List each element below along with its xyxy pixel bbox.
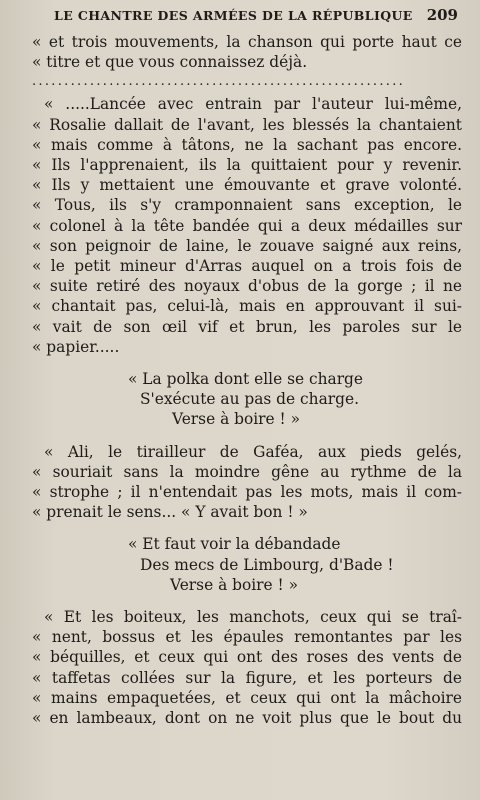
page-number: 209 xyxy=(426,6,458,24)
verse-1 xyxy=(32,369,462,430)
text-line: « strophe ; il n'entendait pas les mots, mais il com- xyxy=(32,483,462,502)
spacer xyxy=(32,430,462,442)
spacer xyxy=(32,357,462,369)
text-line: « titre et que vous connaissez déjà. xyxy=(32,53,308,72)
text-line: « béquilles, et ceux qui ont des roses des vents de xyxy=(32,648,462,667)
text-line: « Ils y mettaient une émouvante et grave volonté. xyxy=(32,176,462,195)
text-line: « le petit mineur d'Arras auquel on a trois fois de xyxy=(32,257,462,276)
verse-line: « Et faut voir la débandade xyxy=(128,535,341,554)
text-line: « prenait le sens... « Y avait bon ! » xyxy=(32,503,308,522)
verse-line: Verse à boire ! » xyxy=(170,575,299,594)
text-line: « taffetas collées sur la figure, et les porteurs de xyxy=(32,668,462,687)
intro-paragraph xyxy=(32,32,462,72)
text-line: « nent, bossus et les épaules remontantes par les xyxy=(32,628,462,647)
running-head: LE CHANTRE DES ARMÉES DE LA RÉPUBLIQUE xyxy=(54,8,413,23)
text-line: « et trois mouvements, la chanson qui porte haut ce xyxy=(32,33,462,51)
text-line: « colonel à la tête bandée qui a deux médailles sur xyxy=(32,216,462,235)
verse-2 xyxy=(32,534,462,595)
verse-line: Verse à boire ! » xyxy=(172,410,301,429)
paragraph-2 xyxy=(32,442,462,523)
paragraph-1 xyxy=(32,94,462,357)
paragraph-3 xyxy=(32,607,462,728)
text-line: « Ils l'apprenaient, ils la quittaient pour y revenir. xyxy=(32,156,462,175)
text-line: « Tous, ils s'y cramponnaient sans exception, le xyxy=(32,196,462,215)
text-line: « souriait sans la moindre gêne au rythme de la xyxy=(32,462,462,481)
text-line: « suite retiré des noyaux d'obus de la gorge ; il ne xyxy=(32,277,462,296)
text-line: « chantait pas, celui-là, mais en approuvant il sui- xyxy=(32,297,462,316)
text-line: « .....Lancée avec entrain par l'auteur lui-même, xyxy=(44,95,462,114)
text-line: « en lambeaux, dont on ne voit plus que le bout du xyxy=(32,709,462,728)
text-line: « mais comme à tâtons, ne la sachant pas encore. xyxy=(32,135,462,154)
verse-line: « La polka dont elle se charge xyxy=(128,370,364,389)
page-header xyxy=(32,6,462,24)
text-line: « Et les boiteux, les manchots, ceux qui se traî- xyxy=(44,608,462,627)
text-line: « papier..... xyxy=(32,337,120,356)
text-line: « Ali, le tirailleur de Gaféa, aux pieds gelés, xyxy=(44,442,462,461)
text-line: « Rosalie dallait de l'avant, les blessés la chantaient xyxy=(32,115,462,134)
spacer xyxy=(32,522,462,534)
text-line: « vait de son œil vif et brun, les paroles sur le xyxy=(32,317,462,336)
verse-line: S'exécute au pas de charge. xyxy=(140,390,359,409)
text-line: « mains empaquetées, et ceux qui ont la mâchoire xyxy=(32,688,462,707)
text-line: « son peignoir de laine, le zouave saigné aux reins, xyxy=(32,236,462,255)
spacer xyxy=(32,595,462,607)
verse-line: Des mecs de Limbourg, d'Bade ! xyxy=(140,555,394,574)
dotted-separator: .......................................................... xyxy=(32,74,406,90)
